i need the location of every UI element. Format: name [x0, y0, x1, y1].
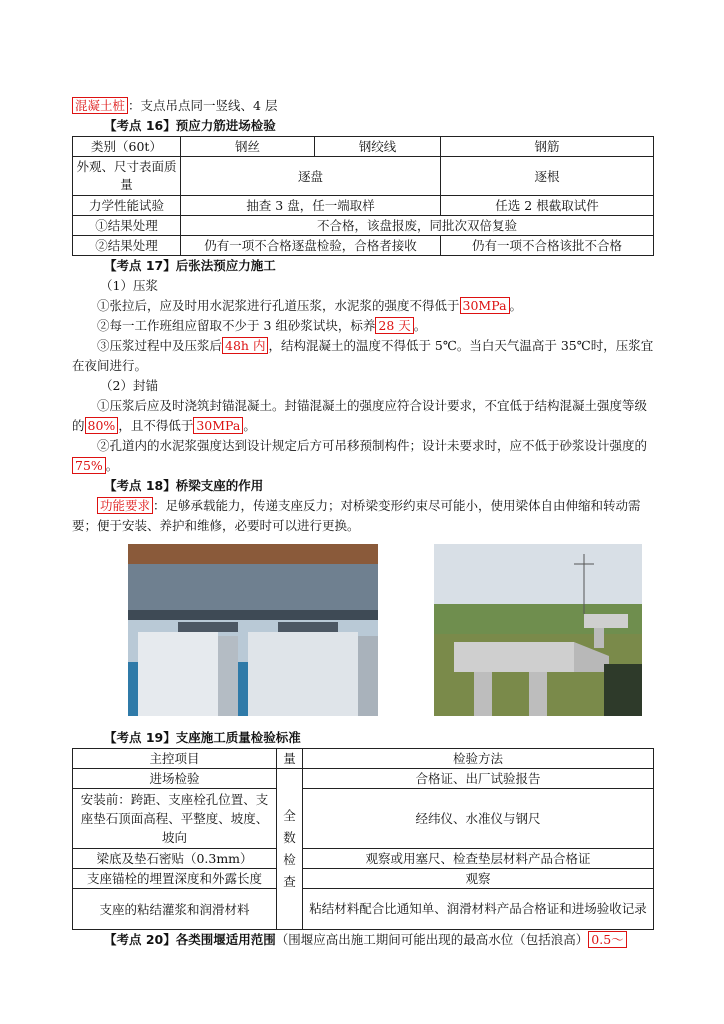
- text: 。: [413, 318, 427, 333]
- row-label: ②结果处理: [73, 236, 181, 256]
- header-cell: 主控项目: [73, 749, 277, 769]
- qty-char: 检: [283, 852, 296, 867]
- qty-char: 查: [283, 874, 296, 889]
- table-row: [73, 157, 654, 196]
- paragraph: [72, 316, 654, 336]
- text: ①张拉后，应及时用水泥浆进行孔道压浆，水泥浆的强度不得低于: [97, 298, 460, 313]
- document-page: [72, 96, 654, 950]
- row-label: ①结果处理: [73, 216, 181, 236]
- text: （围堰应高出施工期间可能出现的最高水位（包括浪高）: [275, 932, 589, 947]
- table-cell: 不合格，该盘报废，同批次双倍复验: [181, 216, 654, 236]
- section-20-title: 【考点 20】各类围堰适用范围: [104, 932, 276, 947]
- text: ③压浆过程中及压浆后: [97, 338, 223, 353]
- paragraph: [72, 496, 654, 536]
- bearing-quality-table: [72, 748, 654, 930]
- section-20-line: [104, 930, 654, 950]
- header-cell: 量: [277, 749, 303, 769]
- text: 。: [243, 418, 256, 433]
- intro-text: ：支点吊点同一竖线、4 层: [128, 98, 278, 113]
- qty-char: 数: [283, 830, 296, 845]
- subheading-anchor-sealing: （2）封锚: [100, 378, 158, 393]
- section-17-title: 【考点 17】后张法预应力施工: [104, 258, 276, 273]
- table-cell: 逐根: [441, 157, 654, 196]
- table-row: [73, 889, 654, 930]
- item-cell: 支座的粘结灌浆和润滑材料: [73, 889, 277, 930]
- text: ①压浆后应及时浇筑封锚混凝土。封锚混凝土的强度应符合设计要求，不宜低于结构混凝土强度等级的: [72, 398, 648, 433]
- value-box: 75%: [72, 457, 106, 474]
- header-cell: 钢筋: [441, 137, 654, 157]
- header-cell: 钢绞线: [315, 137, 441, 157]
- text: ，且不得低于: [118, 418, 194, 433]
- table-row: [73, 849, 654, 869]
- prestress-inspection-table: [72, 136, 654, 256]
- table-cell: 仍有一项不合格逐盘检验，合格者接收: [181, 236, 441, 256]
- table-row: [73, 789, 654, 849]
- paragraph: [72, 436, 654, 476]
- table-header-row: [73, 749, 654, 769]
- row-label: 外观、尺寸表面质量: [73, 157, 181, 196]
- value-box: 0.5～: [588, 931, 626, 948]
- function-tag: 功能要求: [97, 497, 153, 514]
- item-cell: 梁底及垫石密贴（0.3mm）: [73, 849, 277, 869]
- paragraph: [72, 336, 654, 376]
- row-label: 力学性能试验: [73, 196, 181, 216]
- header-cell: 类别（60t）: [73, 137, 181, 157]
- table-row: [73, 236, 654, 256]
- subheading-grouting: （1）压浆: [100, 278, 158, 293]
- table-cell: 任选 2 根截取试件: [441, 196, 654, 216]
- table-cell: 抽查 3 盘，任一端取样: [181, 196, 441, 216]
- value-box: 80%: [85, 417, 119, 434]
- method-cell: 观察: [303, 869, 654, 889]
- section-18-title: 【考点 18】桥梁支座的作用: [104, 478, 264, 493]
- method-cell: 粘结材料配合比通知单、润滑材料产品合格证和进场验收记录: [303, 889, 654, 930]
- table-row: [73, 869, 654, 889]
- bridge-pier-image: [128, 544, 378, 716]
- bridge-construction-photo: [434, 544, 642, 716]
- paragraph: [72, 396, 654, 436]
- bridge-bearing-photo: [128, 544, 378, 716]
- item-cell: 支座锚栓的埋置深度和外露长度: [73, 869, 277, 889]
- table-row: [73, 769, 654, 789]
- intro-line: [72, 96, 654, 116]
- header-cell: 检验方法: [303, 749, 654, 769]
- value-box: 30MPa: [193, 417, 243, 434]
- table-cell: 仍有一项不合格该批不合格: [441, 236, 654, 256]
- qty-char: 全: [283, 808, 296, 823]
- text: ，结构混凝土的温度不得低于 5℃。当白天气温高于 35℃时，压浆宜在夜间进行。: [72, 338, 654, 373]
- text: 。: [509, 298, 523, 313]
- table-cell: 逐盘: [181, 157, 441, 196]
- quantity-cell: [277, 769, 303, 930]
- table-row: [73, 216, 654, 236]
- item-cell: 进场检验: [73, 769, 277, 789]
- method-cell: 观察或用塞尺、检查垫层材料产品合格证: [303, 849, 654, 869]
- header-cell: 钢丝: [181, 137, 315, 157]
- table-header-row: [73, 137, 654, 157]
- method-cell: 经纬仪、水准仪与钢尺: [303, 789, 654, 849]
- method-cell: 合格证、出厂试验报告: [303, 769, 654, 789]
- paragraph: [72, 296, 654, 316]
- bearing-photos: [128, 544, 642, 716]
- table-row: [73, 196, 654, 216]
- text: ②每一工作班组应留取不少于 3 组砂浆试块，标养: [97, 318, 376, 333]
- value-box: 48h 内: [222, 337, 268, 354]
- pier-cap-image: [434, 544, 642, 716]
- text: ：足够承载能力，传递支座反力；对桥梁变形约束尽可能小，使用梁体自由伸缩和转动需要；便于安装、养护和维修，必要时可以进行更换。: [72, 498, 641, 533]
- text: ②孔道内的水泥浆强度达到设计规定后方可吊移预制构件；设计未要求时，应不低于砂浆设计强度的: [97, 438, 648, 453]
- section-16-title: 【考点 16】预应力筋进场检验: [104, 118, 276, 133]
- item-cell: 安装前：跨距、支座栓孔位置、支座垫石顶面高程、平整度、坡度、坡向: [73, 789, 277, 849]
- value-box: 28 天: [375, 317, 413, 334]
- section-19-title: 【考点 19】支座施工质量检验标准: [104, 730, 301, 745]
- text: 。: [105, 458, 119, 473]
- intro-tag: 混凝土桩: [72, 97, 128, 114]
- value-box: 30MPa: [460, 297, 510, 314]
